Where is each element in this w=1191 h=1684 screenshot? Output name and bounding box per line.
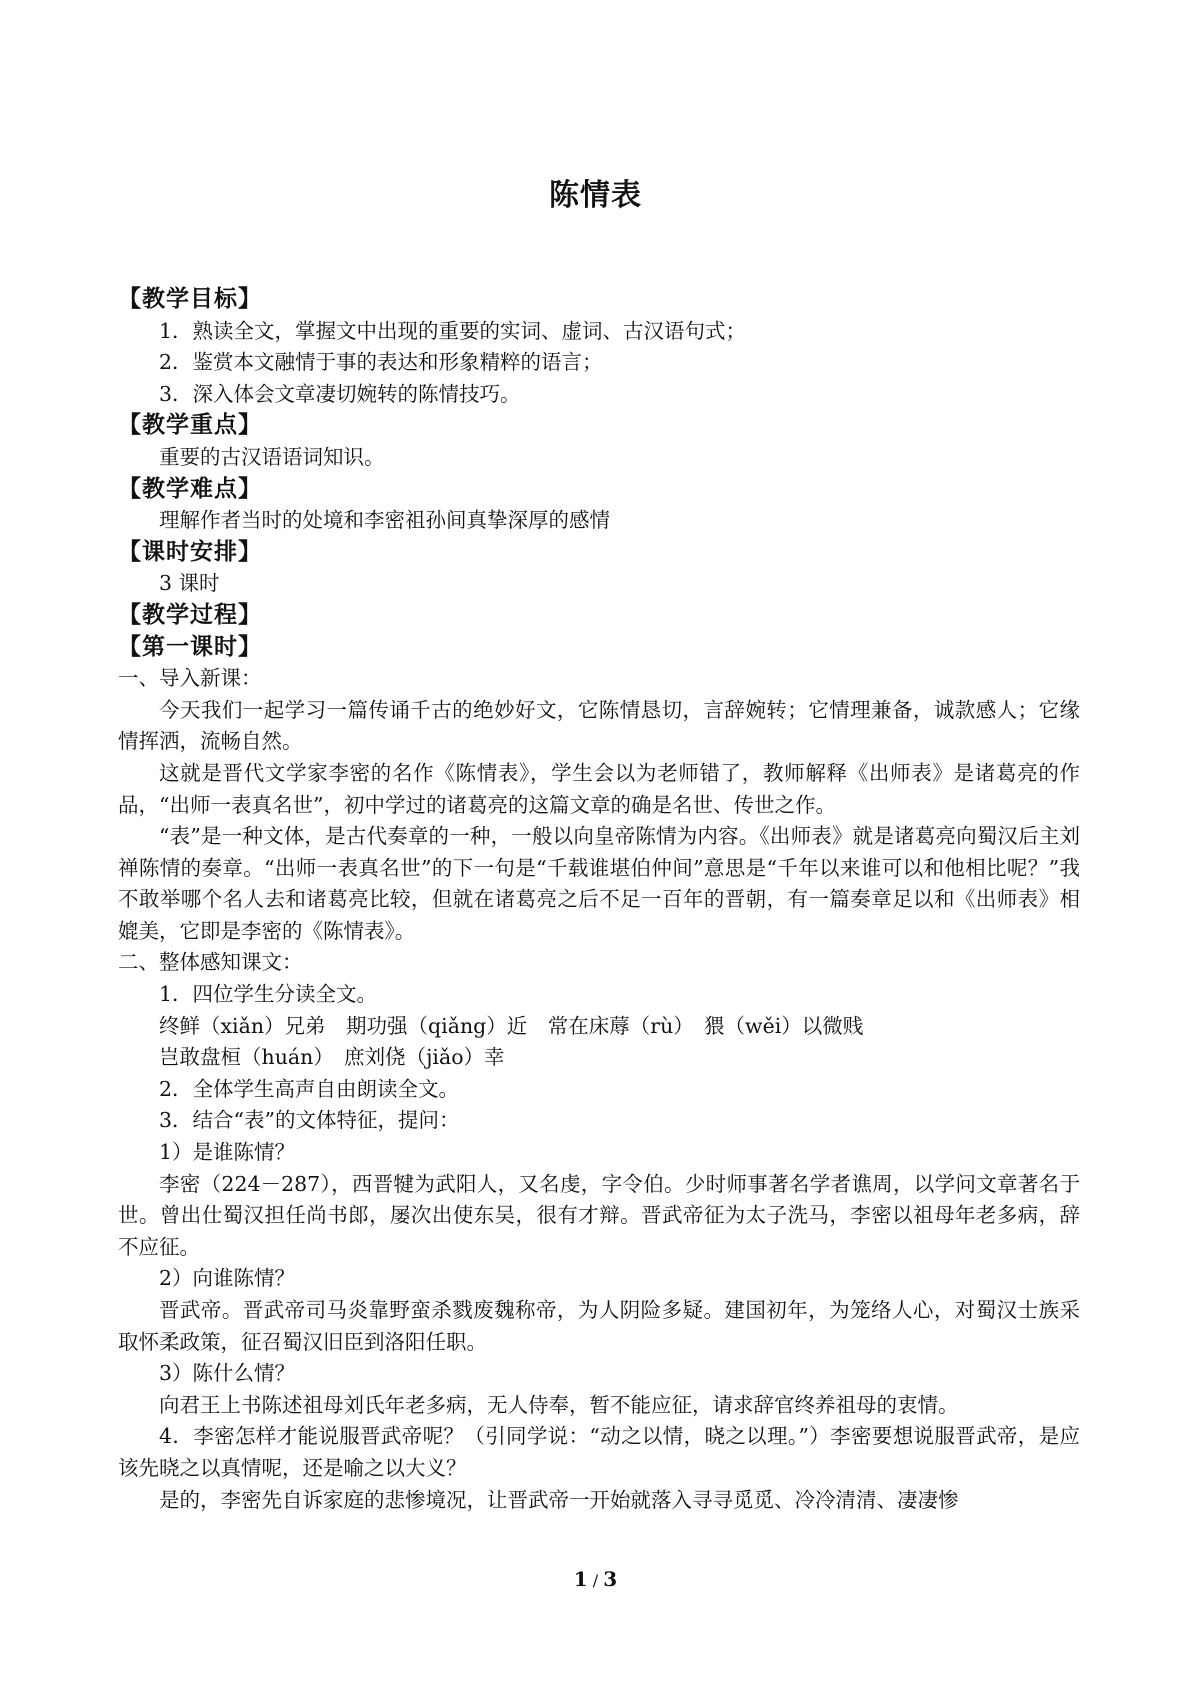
step-item: 4．李密怎样才能说服晋武帝呢？（引同学说：“动之以情，晓之以理。”）李密要想说服晋武帝，是应该先晓之以真情呢，还是喻之以大义？ <box>118 1424 1080 1480</box>
question: 2）向谁陈情？ <box>159 1266 296 1291</box>
answer: 晋武帝。晋武帝司马炎靠野蛮杀戮废魏称帝，为人阴险多疑。建国初年，为笼络人心，对蜀汉士族采取怀柔政策，征召蜀汉旧臣到洛阳任职。 <box>118 1298 1080 1354</box>
part1-title: 一、导入新课： <box>118 666 262 691</box>
schedule-heading: 【课时安排】 <box>118 538 262 565</box>
step-item: 3．结合“表”的文体特征，提问： <box>159 1108 460 1133</box>
page-title: 陈情表 <box>549 178 642 213</box>
pronunciation-line: 岂敢盘桓（huán） 庶刘侥（jiǎo）幸 <box>159 1045 505 1070</box>
paragraph: 这就是晋代文学家李密的名作《陈情表》，学生会以为老师错了，教师解释《出师表》是诸葛亮的作品，“出师一表真名世”，初中学过的诸葛亮的这篇文章的确是名世、传世之作。 <box>118 760 1080 817</box>
question: 3）陈什么情？ <box>159 1361 296 1386</box>
schedule-text: 3 课时 <box>159 571 220 596</box>
process-heading: 【教学过程】 <box>118 601 262 628</box>
current-page: 1 <box>573 1567 588 1591</box>
answer: 李密（224－287），西晋犍为武阳人，又名虔，字令伯。少时师事著名学者谯周，以学问文章著名于世。曾出仕蜀汉担任尚书郎，屡次出使东吴，很有才辩。晋武帝征为太子洗马，李密以祖母年老多病，辞不应征。 <box>118 1171 1080 1259</box>
step-item: 2．全体学生高声自由朗读全文。 <box>159 1076 460 1101</box>
answer: 向君王上书陈述祖母刘氏年老多病，无人侍奉，暂不能应征，请求辞官终养祖母的衷情。 <box>159 1392 959 1417</box>
total-pages: 3 <box>603 1567 618 1591</box>
paragraph: 今天我们一起学习一篇传诵千古的绝妙好文，它陈情恳切，言辞婉转；它情理兼备，诚款感人；它缘情挥洒，流畅自然。 <box>118 697 1080 754</box>
document-body <box>118 284 1080 1516</box>
difficulty-heading: 【教学难点】 <box>118 475 262 502</box>
step-item: 1．四位学生分读全文。 <box>159 982 378 1007</box>
part2-title: 二、整体感知课文： <box>118 950 303 975</box>
lesson1-heading: 【第一课时】 <box>118 633 262 660</box>
difficulty-text: 理解作者当时的处境和李密祖孙间真挚深厚的感情 <box>159 508 610 533</box>
focus-heading: 【教学重点】 <box>118 412 262 439</box>
objective-item: 2．鉴赏本文融情于事的表达和形象精粹的语言； <box>159 350 603 375</box>
question: 1）是谁陈情？ <box>159 1140 296 1165</box>
pronunciation-line: 终鲜（xiǎn）兄弟 期功强（qiǎng）近 常在床蓐（rù） 猥（wěi）以微贱 <box>159 1013 864 1038</box>
paragraph: “表”是一种文体，是古代奏章的一种，一般以向皇帝陈情为内容。《出师表》就是诸葛亮向蜀汉后主刘禅陈情的奏章。“出师一表真名世”的下一句是“千载谁堪伯仲间”意思是“千年以来谁可以和他相比呢？”我不敢举哪个名人去和诸葛亮比较，但就在诸葛亮之后不足一百年的晋朝，有一篇奏章足以和《出师表》相媲美，它即是李密的《陈情表》。 <box>118 824 1080 943</box>
paragraph: 是的，李密先自诉家庭的悲惨境况，让晋武帝一开始就落入寻寻觅觅、冷冷清清、凄凄惨 <box>159 1487 959 1512</box>
focus-text: 重要的古汉语语词知识。 <box>159 444 385 469</box>
objective-item: 1．熟读全文，掌握文中出现的重要的实词、虚词、古汉语句式； <box>159 318 747 343</box>
page-number <box>0 1567 1191 1591</box>
objective-item: 3．深入体会文章凄切婉转的陈情技巧。 <box>159 381 521 406</box>
objectives-heading: 【教学目标】 <box>118 286 262 312</box>
page-separator: / <box>587 1571 604 1590</box>
